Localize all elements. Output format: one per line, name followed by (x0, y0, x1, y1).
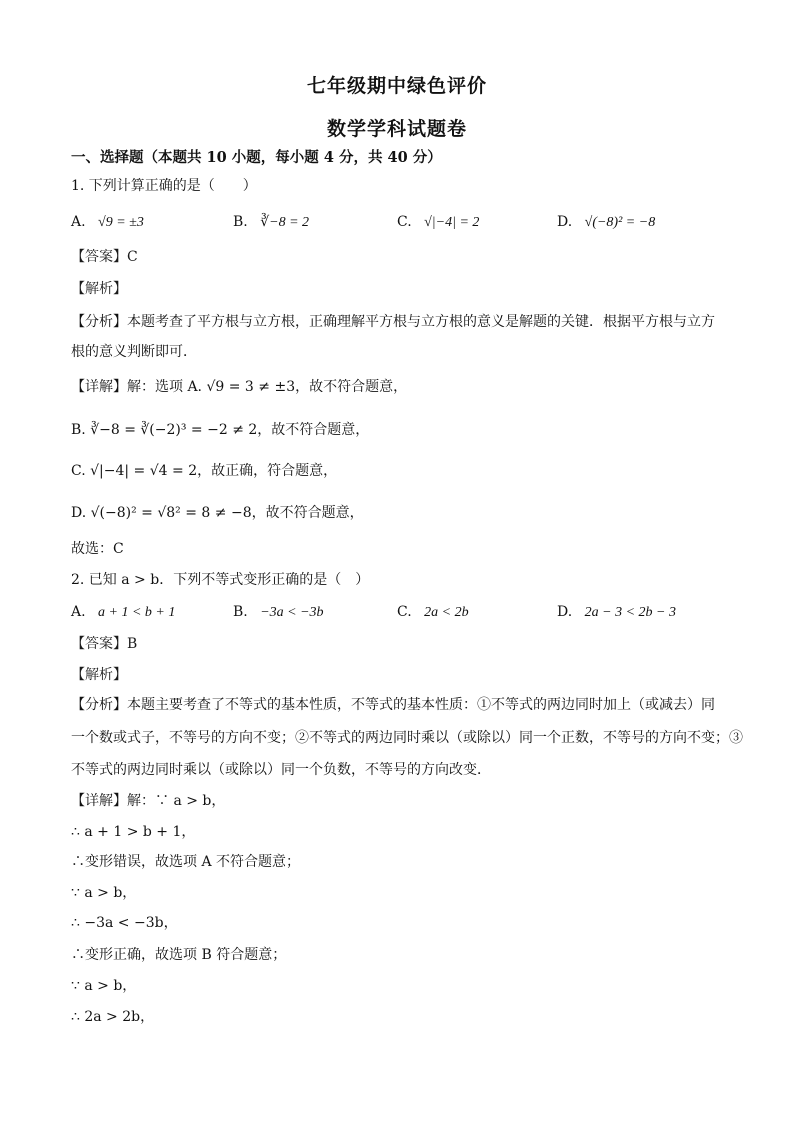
q1-detail-c: C. √|−4| = √4 = 2，故正确，符合题意， (71, 463, 338, 479)
q2-stem: 2. 已知 a > b．下列不等式变形正确的是（ ） (71, 572, 370, 588)
q2-detail-3: ∴变形错误，故选项 A 不符合题意； (71, 854, 301, 870)
q2-detail-2: ∴ a + 1 > b + 1， (71, 824, 196, 840)
q2-analysis-line-3: 不等式的两边同时乘以（或除以）同一个负数，不等号的方向改变． (71, 762, 491, 778)
q2-detail-7: ∵ a > b， (71, 978, 137, 994)
q2-option-c-expr: 2a < 2b (424, 605, 469, 620)
q2-option-c (397, 603, 469, 622)
q1-option-d-label: D. (557, 214, 573, 230)
q2-analysis-tag: 【解析】 (71, 667, 127, 683)
page-subtitle: 数学学科试题卷 (326, 118, 467, 140)
q1-option-b (233, 213, 309, 232)
section-heading: 一、选择题（本题共 10 小题，每小题 4 分，共 40 分） (71, 149, 442, 166)
q2-detail-6: ∴变形正确，故选项 B 符合题意； (71, 947, 287, 963)
q1-option-a-label: A. (71, 214, 86, 230)
q2-answer: 【答案】B (71, 636, 138, 652)
q2-detail-1: 【详解】解：∵ a > b， (71, 793, 226, 809)
q1-option-b-expr: ∛−8 = 2 (260, 215, 310, 230)
page-title: 七年级期中绿色评价 (306, 75, 487, 97)
q1-detail-d: D. √(−8)² = √8² = 8 ≠ −8，故不符合题意， (71, 505, 364, 521)
q1-option-c-label: C. (397, 214, 412, 230)
q1-option-a (71, 213, 144, 232)
q2-option-d-label: D. (557, 604, 573, 620)
q1-analysis-line-1: 【分析】本题考查了平方根与立方根，正确理解平方根与立方根的意义是解题的关键．根据平方根与立方 (71, 314, 715, 330)
q2-detail-4: ∵ a > b， (71, 885, 137, 901)
q1-choose: 故选：C (71, 541, 124, 557)
q1-option-c-expr: √|−4| = 2 (424, 215, 480, 230)
q1-option-a-expr: √9 = ±3 (98, 215, 144, 230)
q2-option-b-expr: −3a < −3b (260, 605, 324, 620)
q2-option-a-label: A. (71, 604, 86, 620)
q2-option-d-expr: 2a − 3 < 2b − 3 (584, 605, 676, 620)
q2-detail-8: ∴ 2a > 2b， (71, 1009, 155, 1025)
q2-detail-5: ∴ −3a < −3b， (71, 915, 178, 931)
q1-option-d-expr: √(−8)² = −8 (584, 215, 656, 230)
q1-option-c (397, 213, 479, 232)
q1-option-d (557, 213, 655, 232)
q2-option-a-expr: a + 1 < b + 1 (98, 605, 176, 620)
q2-option-b (233, 603, 324, 622)
q2-option-a (71, 603, 175, 622)
q2-option-d (557, 603, 676, 622)
q1-analysis-line-2: 根的意义判断即可． (71, 344, 197, 360)
q1-analysis-tag: 【解析】 (71, 281, 127, 297)
q2-option-c-label: C. (397, 604, 412, 620)
q2-analysis-line-1: 【分析】本题主要考查了不等式的基本性质，不等式的基本性质：①不等式的两边同时加上（或减去）同 (71, 697, 715, 713)
q2-option-b-label: B. (233, 604, 248, 620)
q2-analysis-line-2: 一个数或式子，不等号的方向不变；②不等式的两边同时乘以（或除以）同一个正数，不等号的方向不变；③ (71, 730, 743, 746)
q1-detail-a: 【详解】解：选项 A. √9 = 3 ≠ ±3，故不符合题意， (71, 379, 408, 395)
q1-detail-b: B. ∛−8 = ∛(−2)³ = −2 ≠ 2，故不符合题意， (71, 422, 370, 438)
q1-stem: 1. 下列计算正确的是（ ） (71, 178, 257, 194)
q1-answer: 【答案】C (71, 249, 138, 265)
q1-option-b-label: B. (233, 214, 248, 230)
